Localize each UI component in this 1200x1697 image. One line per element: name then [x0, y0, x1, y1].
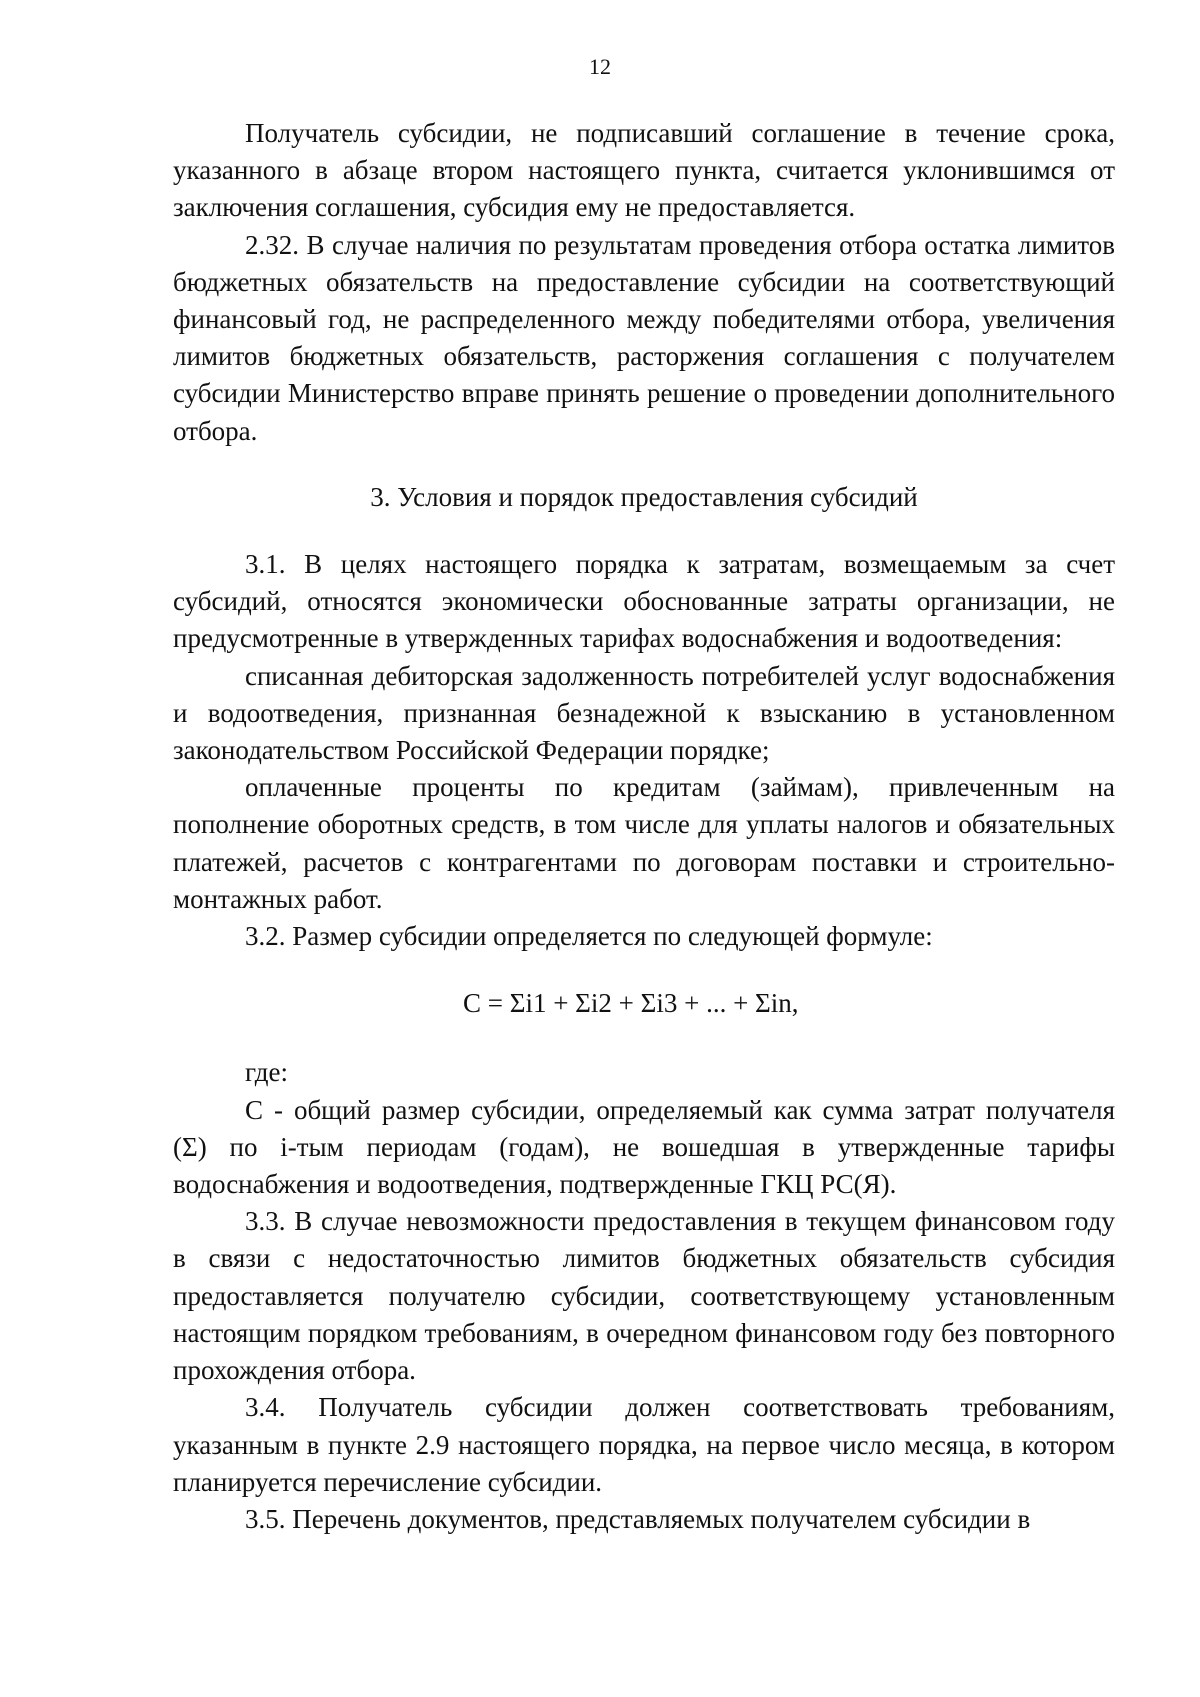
paragraph-c-definition: C - общий размер субсидии, определяемый как сумма затрат получателя (Σ) по i-тым периодам (годам), не вошедшая в утвержденные тарифы водоснабжения и водоотведения, подтвержденные ГКЦ РС(Я).	[173, 1094, 1115, 1200]
paragraph-3-5: 3.5. Перечень документов, представляемых получателем субсидии в	[245, 1503, 1031, 1534]
paragraph-paid-interest: оплаченные проценты по кредитам (займам), привлеченным на пополнение оборотных средств, в том числе для уплаты налогов и обязательных платежей, расчетов с контрагентами по договорам поставки и строительно-монтажных работ.	[173, 772, 1115, 914]
paragraph-recipient-refusal: Получатель субсидии, не подписавший соглашение в течение срока, указанного в абзаце втором настоящего пункта, считается уклонившимся от заключения соглашения, субсидия ему не предоставляется.	[173, 118, 1115, 223]
subsidy-formula: C = Σi1 + Σi2 + Σi3 + ... + Σin,	[463, 988, 799, 1019]
paragraph-where: где:	[245, 1057, 288, 1088]
page-number: 12	[589, 54, 611, 79]
document-body	[173, 115, 1115, 1538]
paragraph-3-1: 3.1. В целях настоящего порядка к затратам, возмещаемым за счет субсидий, относятся экономически обоснованные затраты организации, не предусмотренные в утвержденных тарифах водоснабжения и водоотведения:	[173, 549, 1115, 654]
paragraph-3-4: 3.4. Получатель субсидии должен соответствовать требованиям, указанным в пункте 2.9 настоящего порядка, на первое число месяца, в котором планируется перечисление субсидии.	[173, 1392, 1115, 1497]
paragraph-written-off-debt: списанная дебиторская задолженность потребителей услуг водоснабжения и водоотведения, признанная безнадежной к взысканию в установленном законодательством Российской Федерации порядке;	[173, 660, 1115, 766]
paragraph-3-2: 3.2. Размер субсидии определяется по следующей формуле:	[245, 921, 933, 952]
paragraph-2-32: 2.32. В случае наличия по результатам проведения отбора остатка лимитов бюджетных обязательств на предоставление субсидии на соответствующий финансовый год, не распределенного между победителями отбора, увеличения лимитов бюджетных обязательств, расторжения соглашения с получателем субсидии Министерство вправе принять решение о проведении дополнительного отбора.	[173, 229, 1115, 446]
section-heading: 3. Условия и порядок предоставления субсидий	[370, 481, 918, 512]
paragraph-3-3: 3.3. В случае невозможности предоставления в текущем финансовом году в связи с недостаточностью лимитов бюджетных обязательств субсидия предоставляется получателю субсидии, соответствующему установленным настоящим порядком требованиям, в очередном финансовом году без повторного прохождения отбора.	[173, 1206, 1115, 1386]
